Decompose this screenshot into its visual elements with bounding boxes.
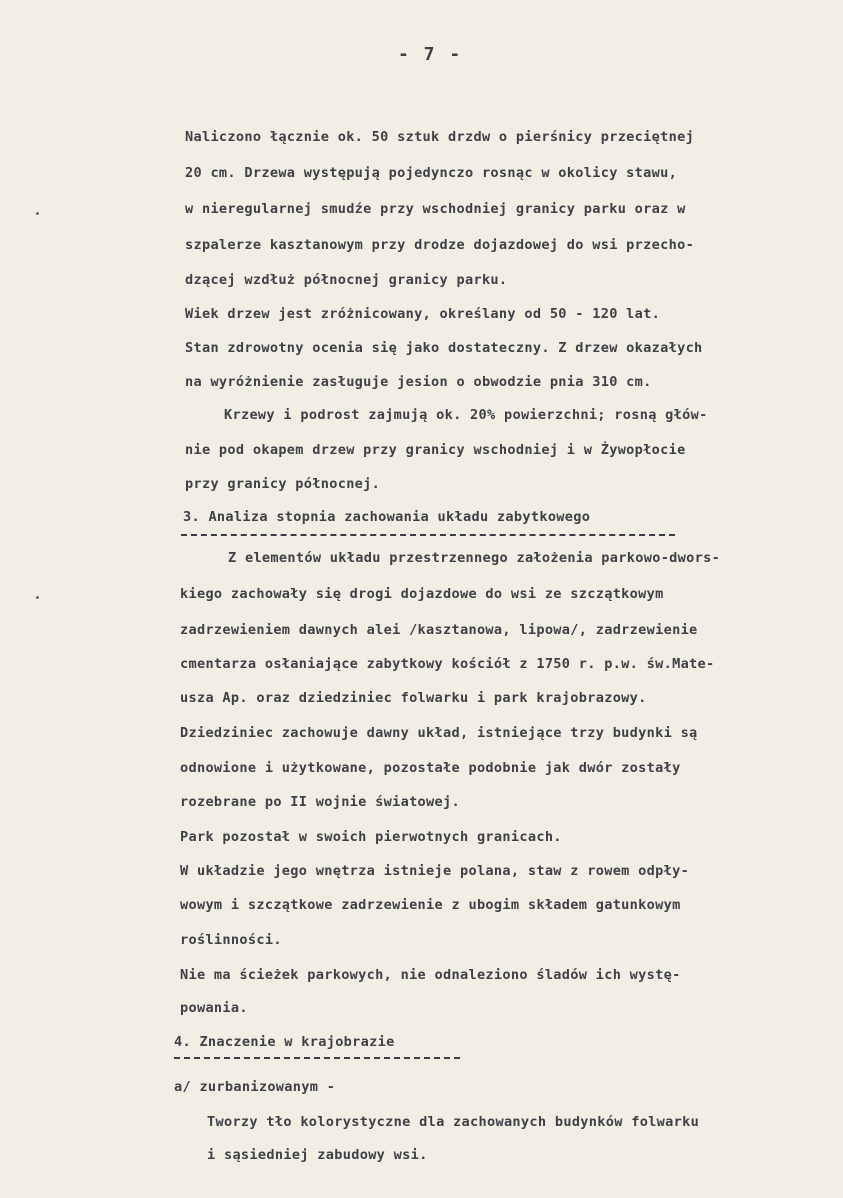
- text-line: Naliczono łącznie ok. 50 sztuk drzdw o pierśnicy przeciętnej: [185, 129, 695, 145]
- text-line: rozebrane po II wojnie światowej.: [180, 794, 460, 810]
- text-line: Wiek drzew jest zróżnicowany, określany od 50 - 120 lat.: [185, 306, 661, 322]
- text-line: powania.: [180, 1000, 248, 1016]
- text-line: na wyróżnienie zasługuje jesion o obwodzie pnia 310 cm.: [185, 374, 652, 390]
- text-line: roślinności.: [180, 932, 282, 948]
- heading-underline: [181, 534, 675, 536]
- page-number: - 7 -: [398, 44, 463, 65]
- text-line: usza Ap. oraz dziedziniec folwarku i park krajobrazowy.: [180, 690, 647, 706]
- text-line: odnowione i użytkowane, pozostałe podobnie jak dwór zostały: [180, 760, 681, 776]
- text-line: W układzie jego wnętrza istnieje polana, staw z rowem odpły-: [180, 863, 690, 879]
- margin-speck: [36, 596, 39, 599]
- text-line: Krzewy i podrost zajmują ok. 20% powierzchni; rosną głów-: [224, 407, 708, 423]
- text-line: cmentarza osłaniające zabytkowy kościół z 1750 r. p.w. św.Mate-: [180, 656, 715, 672]
- section-heading: 4. Znaczenie w krajobrazie: [174, 1034, 395, 1050]
- text-line: wowym i szczątkowe zadrzewienie z ubogim składem gatunkowym: [180, 897, 681, 913]
- text-line: dzącej wzdłuż północnej granicy parku.: [185, 272, 508, 288]
- text-line: Park pozostał w swoich pierwotnych granicach.: [180, 829, 562, 845]
- margin-speck: [36, 212, 39, 215]
- text-line: Stan zdrowotny ocenia się jako dostateczny. Z drzew okazałych: [185, 340, 703, 356]
- text-line: Dziedziniec zachowuje dawny układ, istniejące trzy budynki są: [180, 725, 698, 741]
- text-line: kiego zachowały się drogi dojazdowe do wsi ze szczątkowym: [180, 586, 664, 602]
- heading-underline: [174, 1057, 460, 1059]
- text-line: zadrzewieniem dawnych alei /kasztanowa, lipowa/, zadrzewienie: [180, 622, 698, 638]
- section-heading: 3. Analiza stopnia zachowania układu zabytkowego: [183, 509, 591, 525]
- text-line: 20 cm. Drzewa występują pojedynczo rosnąc w okolicy stawu,: [185, 165, 678, 181]
- text-line: Nie ma ścieżek parkowych, nie odnaleziono śladów ich wystę-: [180, 967, 681, 983]
- text-line: nie pod okapem drzew przy granicy wschodniej i w Żywopłocie: [185, 442, 686, 458]
- text-line: a/ zurbanizowanym -: [174, 1079, 336, 1095]
- text-line: Z elementów układu przestrzennego założenia parkowo-dwors-: [228, 550, 721, 566]
- text-line: Tworzy tło kolorystyczne dla zachowanych budynków folwarku: [207, 1114, 700, 1130]
- text-line: przy granicy północnej.: [185, 476, 381, 492]
- text-line: i sąsiedniej zabudowy wsi.: [207, 1147, 428, 1163]
- text-line: w nieregularnej smudźe przy wschodniej granicy parku oraz w: [185, 201, 686, 217]
- text-line: szpalerze kasztanowym przy drodze dojazdowej do wsi przecho-: [185, 237, 695, 253]
